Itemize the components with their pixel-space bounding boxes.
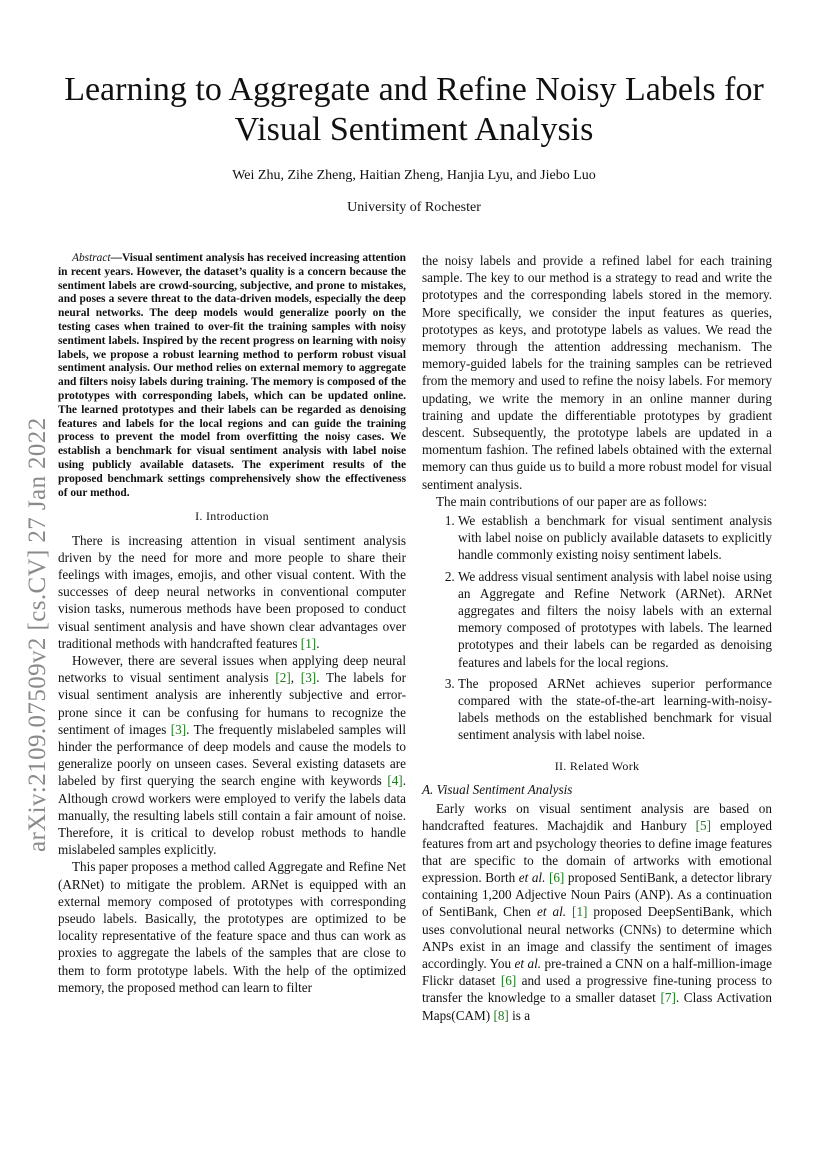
citation-link[interactable]: [5]	[695, 818, 712, 834]
abstract-label: Abstract	[72, 252, 111, 264]
abstract-dash: —	[110, 252, 122, 264]
abstract-text: Visual sentiment analysis has received increasing attention in recent years. However, the dataset’s quality is a concern because the sentiment labels are crowd-sourcing, subjective, and prone to mistakes, and poses a severe threat to the data-driven models, especially the deep neural networks. The deep models would generalize poorly on the testing cases when trained to over-fit the training samples with noisy sentiment labels. Inspired by the recent progress on learning with noisy labels, we propose a robust learning method to perform robust visual sentiment analysis. Our method relies on external memory to aggregate and filters noisy labels during training. The memory is composed of the prototypes with corresponding labels, which can be updated online. The learned prototypes and their labels can be regarded as denoising features and labels for the local regions and can guide the training process to prevent the model from overfitting the noisy cases. We establish a benchmark for visual sentiment analysis with label noise using publicly available datasets. The experiment results of the proposed benchmark settings comprehensively show the effectiveness of our method.	[58, 252, 406, 499]
contribution-item: 1. We establish a benchmark for visual sentiment analysis with label noise on publicly available datasets to explicitly handle commonly existing noisy sentiment labels.	[458, 512, 772, 564]
contributions-list	[422, 512, 772, 744]
subsection-heading-visual-sentiment: A. Visual Sentiment Analysis	[422, 781, 573, 797]
right-column	[422, 252, 772, 1024]
author-list: Wei Zhu, Zihe Zheng, Haitian Zheng, Hanjia Lyu, and Jiebo Luo	[232, 168, 596, 183]
contribution-item: 3. The proposed ARNet achieves superior performance compared with the state-of-the-art learning-with-noisy-labels methods on the established benchmark for visual sentiment analysis with label noise.	[458, 675, 772, 744]
contribution-item: 2. We address visual sentiment analysis with label noise using an Aggregate and Refine Network (ARNet). ARNet aggregates and filters the noisy labels with an external memory composed of prototypes with labels. The learned prototypes and their labels can be regarded as denoising features and labels for the local regions.	[458, 568, 772, 671]
section-heading-related-work: II. Related Work	[554, 758, 640, 773]
citation-link[interactable]: [6]	[500, 973, 517, 989]
citation-link[interactable]: [1]	[572, 904, 588, 920]
citation-link[interactable]: [8]	[493, 1007, 509, 1023]
citation-link[interactable]: [7]	[660, 990, 676, 1006]
citation-link[interactable]: [6]	[548, 869, 565, 885]
intro-paragraph-3-continued: the noisy labels and provide a refined label for each training sample. The key to our method is a strategy to read and write the prototypes and the corresponding labels stored in the memory. More specifically, we consider the input features as queries, prototypes as keys, and prototype labels as values. We read the memory through the attention addressing mechanism. The memory-guided labels for the training samples can be retrieved from the memory and used to refine the noisy labels. For memory updating, we write the memory in an online manner during training and update the differentiable prototypes by gradient descent. Subsequently, the prototype labels are updated in a momentum fashion. The refined labels obtained with the external memory can thus guide us to build a more robust model for visual sentiment analysis.	[422, 253, 772, 492]
citation-link[interactable]: [3]	[300, 670, 317, 686]
intro-paragraph-2: However, there are several issues when applying deep neural networks to visual sentiment analysis [2], [3]. The labels for visual sentiment analysis are inherently subjective and error-prone since it can be confusing for humans to recognize the sentiment of images [3]. The frequently mislabeled samples will hinder the performance of deep models and cause the models to generalize poorly on unseen cases. Several existing datasets are labeled by first querying the search engine with keywords [4]. Although crowd workers were employed to verify the labels data manually, the resulting labels still contain a fair amount of noise. Therefore, it is critical to develop robust methods to handle mislabeled samples explicitly.	[58, 652, 406, 858]
affiliation: University of Rochester	[347, 200, 481, 215]
citation-link[interactable]: [1]	[300, 635, 317, 651]
section-heading-introduction: I. Introduction	[195, 509, 269, 524]
paper-title: Learning to Aggregate and Refine Noisy Labels for Visual Sentiment Analysis	[64, 71, 764, 148]
arxiv-identifier-stamp: arXiv:2109.07509v2 [cs.CV] 27 Jan 2022	[24, 417, 51, 852]
left-column	[58, 252, 406, 996]
citation-link[interactable]: [3]	[170, 721, 187, 737]
contributions-intro: The main contributions of our paper are as follows:	[436, 493, 708, 509]
citation-link[interactable]: [2]	[275, 670, 291, 686]
intro-paragraph-1: There is increasing attention in visual sentiment analysis driven by the need for more and more people to share their feelings with images, emojis, and other visual content. With the successes of deep neural networks in conventional computer vision tasks, numerous methods have been proposed to conduct visual sentiment analysis and have shown clear advantages over traditional methods with handcrafted features [1].	[58, 532, 406, 651]
citation-link[interactable]: [4]	[387, 773, 403, 789]
intro-paragraph-3: This paper proposes a method called Aggregate and Refine Net (ARNet) to mitigate the problem. ARNet is equipped with an external memory composed of prototypes with corresponding pseudo labels. Basically, the prototypes are optimized to be locality representative of the feature space and thus can work as proxies to aggregate the labels of the samples that are close to them to form prototype labels. With the help of the optimized memory, the proposed method can learn to filter	[58, 859, 406, 995]
abstract	[58, 252, 406, 500]
related-paragraph-1: Early works on visual sentiment analysis are based on handcrafted features. Machajdik and Hanbury [5] employed features from art and psychology theories to define image features that are specific to the domain of artworks with emotional expression. Borth et al. [6] proposed SentiBank, a detector library containing 1,200 Adjective Noun Pairs (ANP). As a continuation of SentiBank, Chen et al. [1] proposed DeepSentiBank, which uses convolutional neural networks (CNNs) to determine which ANPs exist in an image and classify the sentiment of images accordingly. You et al. pre-trained a CNN on a half-million-image Flickr dataset [6] and used a progressive fine-tuning process to transfer the knowledge to a smaller dataset [7]. Class Activation Maps(CAM) [8] is a	[422, 801, 773, 1023]
